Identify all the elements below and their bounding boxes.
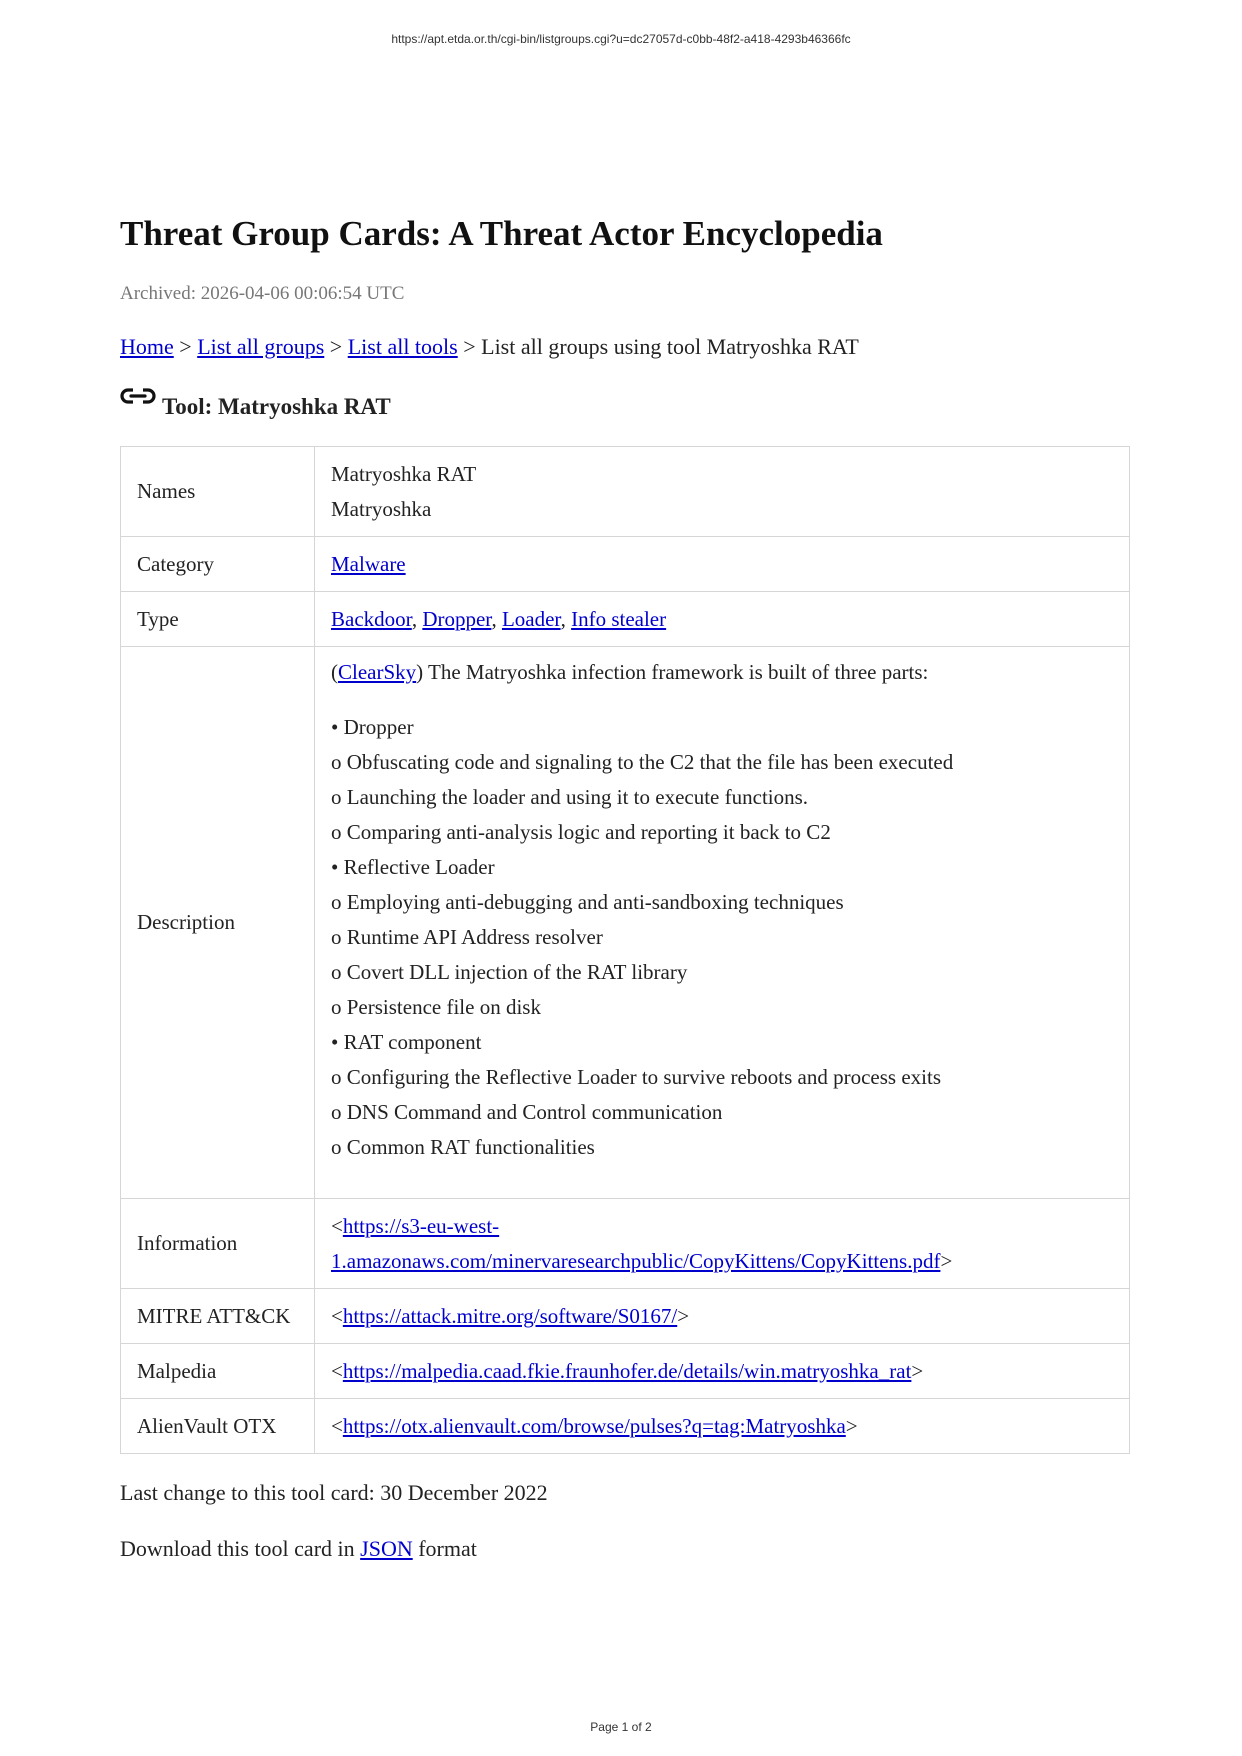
- table-row-information: [121, 1199, 1130, 1289]
- page-title: Threat Group Cards: A Threat Actor Encyclopedia: [120, 214, 883, 253]
- breadcrumb-separator: >: [173, 334, 198, 359]
- page-number: Page 1 of 2: [590, 1720, 652, 1734]
- breadcrumb: [120, 332, 1130, 362]
- description-intro: [331, 655, 1113, 690]
- download-line: [120, 1534, 1130, 1564]
- description-list: [331, 710, 1113, 1165]
- description-list-item: • Dropper: [331, 715, 414, 739]
- description-list-item: o DNS Command and Control communication: [331, 1100, 723, 1124]
- angle-close: >: [911, 1358, 924, 1383]
- description-label: Description: [121, 647, 315, 1199]
- category-value: [315, 537, 1130, 592]
- description-list-item: o Employing anti-debugging and anti-sandboxing techniques: [331, 890, 844, 914]
- otx-label: AlienVault OTX: [121, 1399, 315, 1454]
- description-list-item: o Runtime API Address resolver: [331, 925, 603, 949]
- type-separator: ,: [491, 606, 502, 631]
- link-icon: [120, 384, 156, 408]
- description-value: [315, 647, 1130, 1199]
- type-value: [315, 592, 1130, 647]
- type-backdoor-link[interactable]: Backdoor: [331, 606, 412, 631]
- table-row-otx: [121, 1399, 1130, 1454]
- information-link-part: 1.amazonaws.com/minervaresearchpublic/CopyKittens/CopyKittens.pdf: [331, 1248, 941, 1273]
- description-list-item: • RAT component: [331, 1030, 482, 1054]
- description-list-item: o Configuring the Reflective Loader to survive reboots and process exits: [331, 1065, 942, 1089]
- name-item: Matryoshka: [331, 496, 432, 521]
- description-list-item: o Obfuscating code and signaling to the C2 that the file has been executed: [331, 750, 954, 774]
- angle-open: <: [331, 1358, 343, 1383]
- breadcrumb-all-groups-link[interactable]: List all groups: [197, 334, 325, 359]
- description-list-item: o Launching the loader and using it to execute functions.: [331, 785, 809, 809]
- table-row-names: [121, 447, 1130, 537]
- download-suffix: format: [412, 1536, 477, 1561]
- malpedia-value: [315, 1344, 1130, 1399]
- mitre-value: [315, 1289, 1130, 1344]
- angle-open: <: [331, 1303, 343, 1328]
- clearsky-source-link[interactable]: ClearSky: [338, 660, 417, 684]
- breadcrumb-all-tools-link[interactable]: List all tools: [347, 334, 458, 359]
- json-download-link[interactable]: JSON: [360, 1536, 413, 1561]
- names-value: [315, 447, 1130, 537]
- category-malware-link[interactable]: Malware: [331, 551, 406, 576]
- mitre-link[interactable]: https://attack.mitre.org/software/S0167/: [342, 1303, 678, 1328]
- table-row-mitre: [121, 1289, 1130, 1344]
- malpedia-link[interactable]: https://malpedia.caad.fkie.fraunhofer.de/details/win.matryoshka_rat: [342, 1358, 912, 1383]
- paren-open: (: [331, 660, 338, 684]
- tool-heading: [120, 392, 1130, 422]
- description-list-item: o Common RAT functionalities: [331, 1135, 595, 1159]
- description-list-item: o Covert DLL injection of the RAT library: [331, 960, 688, 984]
- tool-info-table: [120, 446, 1130, 1454]
- table-row-type: [121, 592, 1130, 647]
- type-label: Type: [121, 592, 315, 647]
- breadcrumb-home-link[interactable]: Home: [120, 334, 174, 359]
- angle-open: <: [331, 1213, 343, 1238]
- download-prefix: Download this tool card in: [120, 1536, 361, 1561]
- table-row-category: [121, 537, 1130, 592]
- information-value: [315, 1199, 1130, 1289]
- information-link[interactable]: [331, 1214, 940, 1273]
- tool-title: Tool: Matryoshka RAT: [162, 394, 391, 419]
- archived-timestamp: Archived: 2026-04-06 00:06:54 UTC: [120, 283, 405, 304]
- last-change: Last change to this tool card: 30 December 2022: [120, 1480, 548, 1505]
- angle-close: >: [940, 1248, 953, 1273]
- print-header-url: https://apt.etda.or.th/cgi-bin/listgroups.cgi?u=dc27057d-c0bb-48f2-a418-4293b46366fc: [391, 32, 851, 46]
- category-label: Category: [121, 537, 315, 592]
- table-row-description: [121, 647, 1130, 1199]
- description-list-item: • Reflective Loader: [331, 855, 495, 879]
- name-item: Matryoshka RAT: [331, 461, 477, 486]
- type-loader-link[interactable]: Loader: [501, 606, 561, 631]
- description-list-item: o Comparing anti-analysis logic and reporting it back to C2: [331, 820, 831, 844]
- type-dropper-link[interactable]: Dropper: [422, 606, 492, 631]
- description-list-item: o Persistence file on disk: [331, 995, 541, 1019]
- type-separator: ,: [411, 606, 423, 631]
- mitre-label: MITRE ATT&CK: [121, 1289, 315, 1344]
- information-link-part: https://s3-eu-west-: [342, 1213, 500, 1238]
- names-label: Names: [121, 447, 315, 537]
- malpedia-label: Malpedia: [121, 1344, 315, 1399]
- description-intro-text: ) The Matryoshka infection framework is built of three parts:: [416, 660, 929, 684]
- angle-close: >: [845, 1413, 858, 1438]
- type-separator: ,: [560, 606, 572, 631]
- otx-link[interactable]: https://otx.alienvault.com/browse/pulses?q=tag:Matryoshka: [342, 1413, 846, 1438]
- breadcrumb-separator: >: [324, 334, 348, 359]
- breadcrumb-current: > List all groups using tool Matryoshka RAT: [457, 334, 859, 359]
- table-row-malpedia: [121, 1344, 1130, 1399]
- main-content: [120, 212, 1130, 1564]
- type-info-stealer-link[interactable]: Info stealer: [571, 606, 667, 631]
- angle-close: >: [677, 1303, 690, 1328]
- angle-open: <: [331, 1413, 343, 1438]
- otx-value: [315, 1399, 1130, 1454]
- information-label: Information: [121, 1199, 315, 1289]
